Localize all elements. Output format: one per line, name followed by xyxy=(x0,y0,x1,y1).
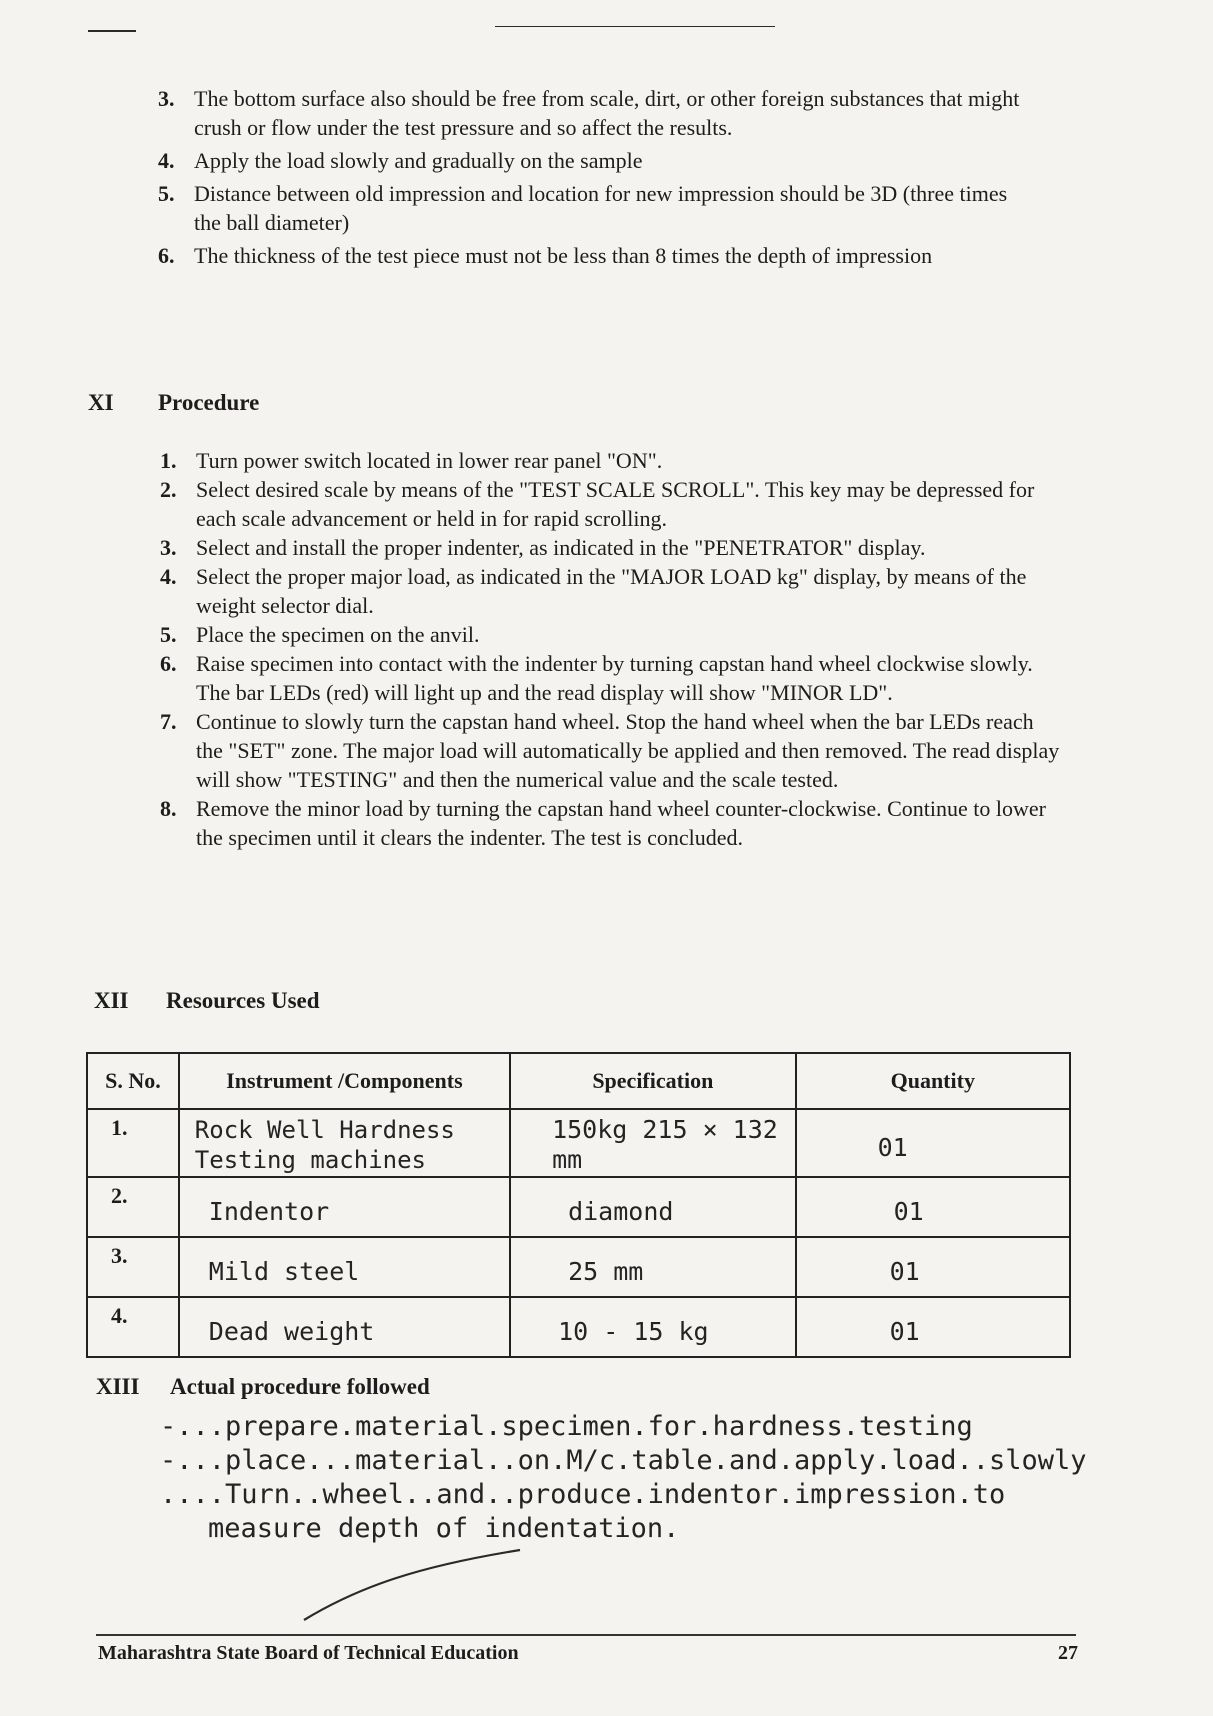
list-item: 8. Remove the minor load by turning the capstan hand wheel counter-clockwise. Continue to lower the specimen until it clears the indenter. The test is concluded. xyxy=(160,796,1046,850)
precaution-text: Apply the load slowly and gradually on the sample xyxy=(194,148,643,173)
list-item: 3. Select and install the proper indenter, as indicated in the "PENETRATOR" display. xyxy=(160,535,926,560)
precaution-text: The bottom surface also should be free from scale, dirt, or other foreign substances that might crush or flow under the test pressure and so affect the results. xyxy=(194,86,1020,140)
instrument-cell: Rock Well Hardness Testing machines xyxy=(194,1116,455,1174)
table-row xyxy=(87,1297,1070,1357)
section-number: XI xyxy=(88,390,114,415)
column-header: Instrument /Components xyxy=(179,1053,510,1109)
serial-number: 1. xyxy=(111,1115,128,1140)
list-item: 4. Select the proper major load, as indicated in the "MAJOR LOAD kg" display, by means of the weight selector dial. xyxy=(160,564,1027,618)
instrument-cell: Dead weight xyxy=(208,1317,375,1346)
precaution-text: The thickness of the test piece must not be less than 8 times the depth of impression xyxy=(194,243,933,268)
footer-rule xyxy=(96,1634,1076,1636)
handwritten-line: measure depth of indentation. xyxy=(208,1513,680,1544)
list-item: 6. Raise specimen into contact with the indenter by turning capstan hand wheel clockwise slowly. The bar LEDs (red) will light up and the read display will show "MINOR LD". xyxy=(160,651,1033,705)
section-heading-procedure xyxy=(88,390,259,416)
serial-number: 4. xyxy=(111,1303,128,1328)
specification-cell: 150kg 215 × 132 mm xyxy=(552,1115,778,1174)
section-number: XII xyxy=(94,988,129,1013)
top-rule xyxy=(88,30,136,32)
list-item: 7. Continue to slowly turn the capstan hand wheel. Stop the hand wheel when the bar LEDs reach the "SET" zone. The major load will automatically be applied and then removed. The read display will show "TESTING" and then the numerical value and the scale tested. xyxy=(160,709,1060,792)
list-item: 2. Select desired scale by means of the "TEST SCALE SCROLL". This key may be depressed for each scale advancement or held in for rapid scrolling. xyxy=(160,477,1035,531)
handwritten-line: -...prepare.material.specimen.for.hardness.testing xyxy=(160,1411,973,1442)
top-rule-center xyxy=(495,26,775,27)
list-item: 5. Distance between old impression and location for new impression should be 3D (three times the ball diameter) xyxy=(158,181,1008,235)
table-row xyxy=(87,1237,1070,1297)
actual-procedure-text xyxy=(160,1410,1100,1546)
column-header: S. No. xyxy=(87,1053,179,1109)
handwritten-line: -...place...material..on.M/c.table.and.apply.load..slowly xyxy=(160,1445,1087,1476)
instrument-cell: Mild steel xyxy=(208,1257,360,1286)
specification-cell: 25 mm xyxy=(568,1257,644,1286)
table-row xyxy=(87,1109,1070,1177)
section-heading-resources xyxy=(94,988,320,1014)
list-item: 4. Apply the load slowly and gradually on the sample xyxy=(158,148,643,173)
table-header-row xyxy=(87,1053,1070,1109)
section-heading-actual-procedure xyxy=(96,1374,430,1400)
section-number: XIII xyxy=(96,1374,140,1399)
quantity-cell: 01 xyxy=(889,1257,920,1286)
list-item: 3. The bottom surface also should be free from scale, dirt, or other foreign substances that might crush or flow under the test pressure and so affect the results. xyxy=(158,86,1020,140)
serial-number: 3. xyxy=(111,1243,128,1268)
table-row xyxy=(87,1177,1070,1237)
quantity-cell: 01 xyxy=(889,1317,920,1346)
quantity-cell: 01 xyxy=(877,1133,908,1162)
column-header: Quantity xyxy=(796,1053,1070,1109)
precaution-text: Distance between old impression and location for new impression should be 3D (three times the ball diameter) xyxy=(194,181,1008,235)
column-header: Specification xyxy=(510,1053,796,1109)
handwritten-line: ....Turn..wheel..and..produce.indentor.impression.to xyxy=(160,1479,1006,1510)
pen-stroke xyxy=(300,1546,530,1626)
section-title: Resources Used xyxy=(166,988,320,1013)
specification-cell: 10 - 15 kg xyxy=(558,1317,709,1346)
section-title: Actual procedure followed xyxy=(170,1374,430,1399)
list-item: 1. Turn power switch located in lower rear panel "ON". xyxy=(160,448,663,473)
precautions-list xyxy=(158,84,1038,270)
procedure-steps xyxy=(160,446,1060,852)
list-item: 6. The thickness of the test piece must not be less than 8 times the depth of impression xyxy=(158,243,933,268)
serial-number: 2. xyxy=(111,1183,128,1208)
document-page: ​ 3. The bottom surface also should be free from scale, dirt, or other foreign substances that might crush or flow under the test pressure and so affect the results. 4. Apply the load slowly and gradually on the sample 5. Distance between old impression and location for new impression should be 3D (three times the ball diameter) 6. The thickness of the test piece must not be less than 8 times the depth of impression XI Procedure 1. Turn power switch located in lower rear panel "ON". 2. Select desired scale by means of the "TEST SCALE SCROLL". This key may be depressed for each scale advancement or held in for rapid scrolling. 3. Select and install the proper indenter, as indicated in the "PENETRATOR" display. 4. Select the proper major load, as indicated in the "MAJOR LOAD kg" display, by means of the weight selector dial. 5. Place the specimen on the anvil. 6. Raise specimen into contact with the indenter by turning capstan hand wheel clockwise slowly. The bar LEDs (red) will light up and the read display will show "MINOR LD". 7. Continue to slowly turn the capstan hand wheel. Stop the hand wheel when the bar LEDs reach the "SET" zone. The major load will automatically be applied and then removed. The read display will show "TESTING" and then the numerical value and the scale tested. 8. Remove the minor load by turning the capstan hand wheel counter-clockwise. Continue to lower the specimen until it clears the indenter. The test is concluded. XII Resources Used S. No. Instrument /Components Specification Quantity 1. Rock Well Hardness Testing machines 150kg 215 × 132 mm 01 2. Indentor diamond 01 3. Mild steel 25 mm 01 4. Dead weight 10 - 15 kg 01 XIII Actual procedure followed -...prepare.material.specimen.for.hardness.testing -...place...material..on.M/c.table.and.apply.load..slowly ....Turn..wheel..and..produce.indentor.impression.to measure depth of indentation. Maharashtra State Board of Technical Education 27 xyxy=(0,0,1213,1716)
quantity-cell: 01 xyxy=(893,1197,924,1226)
page-number: 27 xyxy=(1058,1642,1078,1664)
section-title: Procedure xyxy=(158,390,260,415)
instrument-cell: Indentor xyxy=(208,1197,330,1226)
specification-cell: diamond xyxy=(568,1197,674,1226)
list-item: 5. Place the specimen on the anvil. xyxy=(160,622,480,647)
footer-organization: Maharashtra State Board of Technical Education xyxy=(98,1642,519,1664)
resources-table xyxy=(86,1052,1071,1358)
